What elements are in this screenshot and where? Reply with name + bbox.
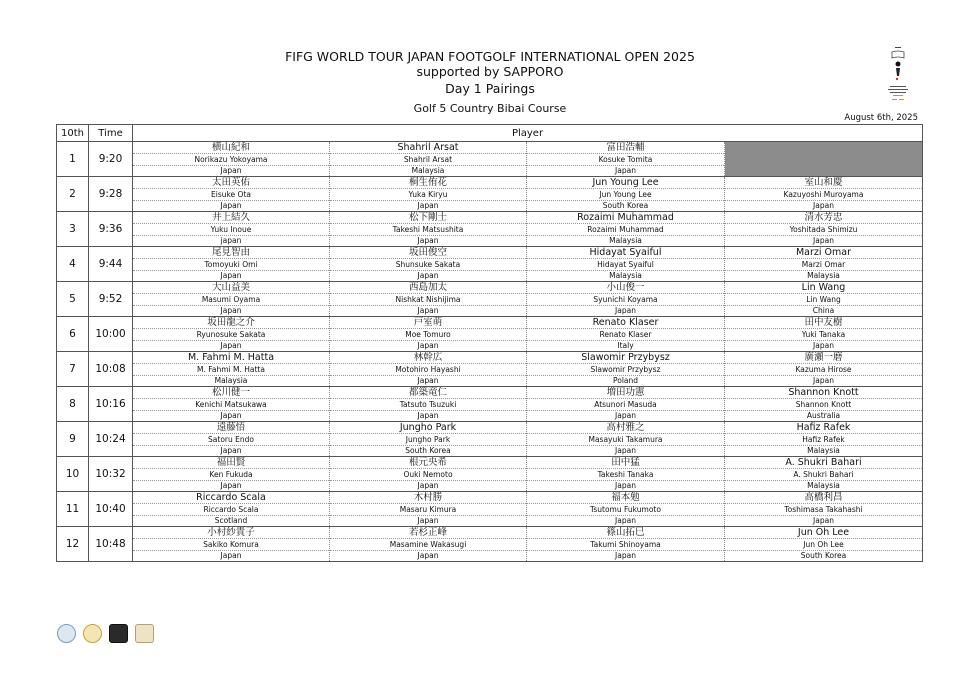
- player-cell: [330, 142, 527, 177]
- player-country: Japan: [615, 446, 636, 455]
- table-row: [57, 492, 923, 527]
- player-country: Japan: [220, 446, 242, 455]
- player-cell: [725, 282, 923, 317]
- table-row: [57, 177, 923, 212]
- player-romanized-name: Ryunosuke Sakata: [133, 329, 329, 341]
- player-country: Japan: [417, 411, 439, 420]
- player-cell: [527, 142, 725, 177]
- tee-header: 10th: [57, 125, 89, 142]
- player-cell: [527, 212, 725, 247]
- player-name: 松下剛士: [330, 212, 526, 224]
- player-country: Malaysia: [609, 271, 642, 280]
- player-romanized-name: Tomoyuki Omi: [133, 259, 329, 271]
- player-cell: [527, 457, 725, 492]
- tee-time: 10:00: [89, 317, 133, 352]
- table-row: [57, 317, 923, 352]
- player-country: Japan: [417, 201, 439, 210]
- player-name: M. Fahmi M. Hatta: [133, 352, 329, 364]
- player-name: 横山紀和: [133, 142, 329, 154]
- player-cell: [527, 177, 725, 212]
- player-name: 篠山拓巳: [527, 527, 724, 539]
- player-romanized-name: Jungho Park: [330, 434, 526, 446]
- player-romanized-name: Moe Tomuro: [330, 329, 526, 341]
- pairings-table: [56, 124, 923, 562]
- player-country: Japan: [615, 411, 636, 420]
- player-country: Japan: [417, 271, 439, 280]
- player-romanized-name: Satoru Endo: [133, 434, 329, 446]
- player-country: Japan: [220, 551, 242, 560]
- player-romanized-name: Kazuma Hirose: [725, 364, 922, 376]
- event-logo-icon: [884, 46, 912, 104]
- player-country: Japan: [813, 236, 834, 245]
- player-cell: [725, 457, 923, 492]
- player-cell: [527, 317, 725, 352]
- player-cell: [725, 422, 923, 457]
- event-date: August 6th, 2025: [844, 113, 918, 123]
- tee-time: 9:44: [89, 247, 133, 282]
- player-cell: [725, 212, 923, 247]
- player-cell: [330, 212, 527, 247]
- group-number: 1: [57, 142, 89, 177]
- player-cell: [527, 422, 725, 457]
- player-cell: [330, 422, 527, 457]
- tee-time: 10:08: [89, 352, 133, 387]
- player-name: Renato Klaser: [527, 317, 724, 329]
- player-romanized-name: Shunsuke Sakata: [330, 259, 526, 271]
- empty-player-slot: [725, 142, 923, 177]
- player-country: China: [812, 306, 835, 315]
- player-country: Japan: [417, 306, 439, 315]
- player-romanized-name: Sakiko Komura: [133, 539, 329, 551]
- tee-time: 10:16: [89, 387, 133, 422]
- player-cell: [330, 247, 527, 282]
- player-country: Japan: [220, 201, 242, 210]
- player-romanized-name: Takeshi Tanaka: [527, 469, 724, 481]
- player-name: 田中猛: [527, 457, 724, 469]
- player-name: Rozaimi Muhammad: [527, 212, 724, 224]
- player-romanized-name: Masayuki Takamura: [527, 434, 724, 446]
- player-romanized-name: Yuki Tanaka: [725, 329, 922, 341]
- player-name: 若杉正峰: [330, 527, 526, 539]
- player-romanized-name: Renato Klaser: [527, 329, 724, 341]
- player-name: 高橋利昌: [725, 492, 922, 504]
- player-name: 廣瀬一磨: [725, 352, 922, 364]
- player-romanized-name: Eisuke Ota: [133, 189, 329, 201]
- player-cell: [725, 247, 923, 282]
- sponsor-logo-1-icon: [57, 624, 76, 643]
- sponsor-logo-4-icon: [135, 624, 154, 643]
- player-country: Japan: [220, 341, 242, 350]
- group-number: 4: [57, 247, 89, 282]
- player-romanized-name: Yoshitada Shimizu: [725, 224, 922, 236]
- player-name: 遠藤悟: [133, 422, 329, 434]
- player-cell: [133, 352, 330, 387]
- player-cell: [133, 492, 330, 527]
- player-country: Italy: [617, 341, 634, 350]
- player-country: japan: [220, 236, 242, 245]
- player-name: 増田功憲: [527, 387, 724, 399]
- player-country: Scotland: [214, 516, 248, 525]
- player-name: Lin Wang: [725, 282, 922, 294]
- group-number: 3: [57, 212, 89, 247]
- player-country: Poland: [612, 376, 639, 385]
- player-cell: [133, 142, 330, 177]
- table-row: [57, 142, 923, 177]
- player-romanized-name: Tatsuto Tsuzuki: [330, 399, 526, 411]
- course-name: Golf 5 Country Bibai Course: [413, 102, 567, 115]
- player-name: 坂田龍之介: [133, 317, 329, 329]
- player-romanized-name: Jun Oh Lee: [725, 539, 922, 551]
- player-name: 太田英佑: [133, 177, 329, 189]
- player-romanized-name: Takeshi Matsushita: [330, 224, 526, 236]
- table-row: [57, 352, 923, 387]
- player-romanized-name: M. Fahmi M. Hatta: [133, 364, 329, 376]
- player-cell: [330, 527, 527, 562]
- player-cell: [725, 177, 923, 212]
- player-romanized-name: Ken Fukuda: [133, 469, 329, 481]
- player-romanized-name: Slawomir Przybysz: [527, 364, 724, 376]
- player-name: 小山俊一: [527, 282, 724, 294]
- player-country: Malaysia: [807, 271, 840, 280]
- player-country: Japan: [615, 516, 636, 525]
- player-country: Japan: [220, 271, 242, 280]
- group-number: 8: [57, 387, 89, 422]
- player-name: Jun Young Lee: [527, 177, 724, 189]
- player-romanized-name: Yuka Kiryu: [330, 189, 526, 201]
- player-country: Malaysia: [411, 166, 445, 175]
- tee-time: 10:24: [89, 422, 133, 457]
- player-romanized-name: Hidayat Syaiful: [527, 259, 724, 271]
- player-cell: [725, 352, 923, 387]
- sponsor-logo-2-icon: [83, 624, 102, 643]
- player-name: 井上結久: [133, 212, 329, 224]
- player-cell: [725, 387, 923, 422]
- player-country: Malaysia: [609, 236, 642, 245]
- player-name: A. Shukri Bahari: [725, 457, 922, 469]
- player-romanized-name: Masamine Wakasugi: [330, 539, 526, 551]
- player-country: Japan: [615, 306, 636, 315]
- player-country: Malaysia: [214, 376, 248, 385]
- group-number: 2: [57, 177, 89, 212]
- tee-time: 10:48: [89, 527, 133, 562]
- player-name: Riccardo Scala: [133, 492, 329, 504]
- player-cell: [133, 527, 330, 562]
- player-name: 松川健一: [133, 387, 329, 399]
- player-cell: [527, 352, 725, 387]
- player-cell: [330, 177, 527, 212]
- player-country: Japan: [220, 411, 242, 420]
- player-romanized-name: Masumi Oyama: [133, 294, 329, 306]
- player-name: 大山益美: [133, 282, 329, 294]
- player-romanized-name: Kosuke Tomita: [527, 154, 724, 166]
- player-name: Marzi Omar: [725, 247, 922, 259]
- player-cell: [527, 387, 725, 422]
- document-subtitle: supported by SAPPORO: [416, 64, 564, 79]
- player-cell: [725, 492, 923, 527]
- player-name: 桐生侑花: [330, 177, 526, 189]
- player-name: 高村雅之: [527, 422, 724, 434]
- player-cell: [133, 422, 330, 457]
- group-number: 5: [57, 282, 89, 317]
- sponsor-logo-3-icon: [109, 624, 128, 643]
- player-romanized-name: Motohiro Hayashi: [330, 364, 526, 376]
- player-country: Japan: [220, 481, 242, 490]
- player-name: 戸室萌: [330, 317, 526, 329]
- table-header-row: [57, 125, 923, 142]
- player-cell: [527, 282, 725, 317]
- player-romanized-name: Norikazu Yokoyama: [133, 154, 329, 166]
- player-country: Malaysia: [807, 446, 840, 455]
- player-name: 林幹広: [330, 352, 526, 364]
- player-romanized-name: Takumi Shinoyama: [527, 539, 724, 551]
- player-country: Japan: [813, 516, 834, 525]
- player-romanized-name: Nishkat Nishijima: [330, 294, 526, 306]
- player-romanized-name: Rozaimi Muhammad: [527, 224, 724, 236]
- player-cell: [725, 527, 923, 562]
- player-romanized-name: Masaru Kimura: [330, 504, 526, 516]
- player-romanized-name: Syunichi Koyama: [527, 294, 724, 306]
- player-romanized-name: Ouki Nemoto: [330, 469, 526, 481]
- player-country: Japan: [220, 306, 242, 315]
- player-country: Japan: [417, 516, 439, 525]
- table-row: [57, 247, 923, 282]
- player-name: Hafiz Rafek: [725, 422, 922, 434]
- tee-time: 9:28: [89, 177, 133, 212]
- player-name: Slawomir Przybysz: [527, 352, 724, 364]
- player-romanized-name: Shahril Arsat: [330, 154, 526, 166]
- player-cell: [330, 282, 527, 317]
- player-romanized-name: Hafiz Rafek: [725, 434, 922, 446]
- player-cell: [133, 317, 330, 352]
- player-country: Japan: [615, 551, 636, 560]
- table-row: [57, 527, 923, 562]
- player-country: South Korea: [405, 446, 451, 455]
- player-name: Shannon Knott: [725, 387, 922, 399]
- tee-time: 10:40: [89, 492, 133, 527]
- player-country: Japan: [813, 341, 834, 350]
- player-romanized-name: Yuku Inoue: [133, 224, 329, 236]
- player-country: Japan: [417, 236, 439, 245]
- player-name: 尾見智由: [133, 247, 329, 259]
- player-name: Jungho Park: [330, 422, 526, 434]
- player-cell: [133, 387, 330, 422]
- player-romanized-name: Lin Wang: [725, 294, 922, 306]
- table-row: [57, 457, 923, 492]
- player-country: Japan: [417, 376, 439, 385]
- player-name: 小村紗貴子: [133, 527, 329, 539]
- player-cell: [330, 457, 527, 492]
- player-name: 福田賢: [133, 457, 329, 469]
- player-name: Jun Oh Lee: [725, 527, 922, 539]
- group-number: 12: [57, 527, 89, 562]
- player-name: Hidayat Syaiful: [527, 247, 724, 259]
- group-number: 9: [57, 422, 89, 457]
- player-country: Japan: [813, 201, 834, 210]
- player-header: Player: [133, 125, 923, 142]
- player-name: 根元央希: [330, 457, 526, 469]
- tee-time: 9:52: [89, 282, 133, 317]
- player-country: Japan: [417, 481, 439, 490]
- player-country: Japan: [813, 376, 834, 385]
- player-romanized-name: Kenichi Matsukawa: [133, 399, 329, 411]
- player-cell: [527, 527, 725, 562]
- player-country: South Korea: [800, 551, 847, 560]
- player-romanized-name: Riccardo Scala: [133, 504, 329, 516]
- player-name: 清水芳忠: [725, 212, 922, 224]
- tee-time: 9:20: [89, 142, 133, 177]
- player-name: 西島加太: [330, 282, 526, 294]
- player-name: 室山和慶: [725, 177, 922, 189]
- player-country: Japan: [417, 341, 439, 350]
- player-cell: [725, 317, 923, 352]
- tee-time: 9:36: [89, 212, 133, 247]
- player-cell: [133, 247, 330, 282]
- player-name: 富田浩輔: [527, 142, 724, 154]
- player-cell: [133, 457, 330, 492]
- group-number: 7: [57, 352, 89, 387]
- player-name: 木村勝: [330, 492, 526, 504]
- tee-time: 10:32: [89, 457, 133, 492]
- group-number: 11: [57, 492, 89, 527]
- player-country: Malaysia: [807, 481, 840, 490]
- player-romanized-name: A. Shukri Bahari: [725, 469, 922, 481]
- player-country: Japan: [417, 551, 439, 560]
- player-cell: [330, 492, 527, 527]
- player-cell: [133, 212, 330, 247]
- day-label: Day 1 Pairings: [445, 81, 535, 96]
- player-name: 田中友樹: [725, 317, 922, 329]
- group-number: 6: [57, 317, 89, 352]
- player-romanized-name: Toshimasa Takahashi: [725, 504, 922, 516]
- player-name: 都築竜仁: [330, 387, 526, 399]
- player-romanized-name: Tsutomu Fukumoto: [527, 504, 724, 516]
- table-row: [57, 212, 923, 247]
- table-row: [57, 282, 923, 317]
- player-country: Japan: [615, 166, 636, 175]
- player-cell: [133, 177, 330, 212]
- player-cell: [330, 387, 527, 422]
- player-cell: [527, 492, 725, 527]
- document-title: FIFG WORLD TOUR JAPAN FOOTGOLF INTERNATIONAL OPEN 2025: [285, 49, 695, 64]
- player-country: Japan: [220, 166, 242, 175]
- player-cell: [330, 352, 527, 387]
- player-cell: [527, 247, 725, 282]
- table-row: [57, 422, 923, 457]
- player-romanized-name: Shannon Knott: [725, 399, 922, 411]
- player-name: 福本勉: [527, 492, 724, 504]
- player-romanized-name: Jun Young Lee: [527, 189, 724, 201]
- player-country: Japan: [615, 481, 636, 490]
- time-header: Time: [89, 125, 133, 142]
- group-number: 10: [57, 457, 89, 492]
- player-romanized-name: Marzi Omar: [725, 259, 922, 271]
- player-name: Shahril Arsat: [330, 142, 526, 154]
- player-romanized-name: Kazuyoshi Muroyama: [725, 189, 922, 201]
- player-country: Australia: [806, 411, 841, 420]
- table-row: [57, 387, 923, 422]
- player-country: South Korea: [602, 201, 649, 210]
- player-cell: [133, 282, 330, 317]
- player-cell: [330, 317, 527, 352]
- player-romanized-name: Atsunori Masuda: [527, 399, 724, 411]
- player-name: 坂田俊空: [330, 247, 526, 259]
